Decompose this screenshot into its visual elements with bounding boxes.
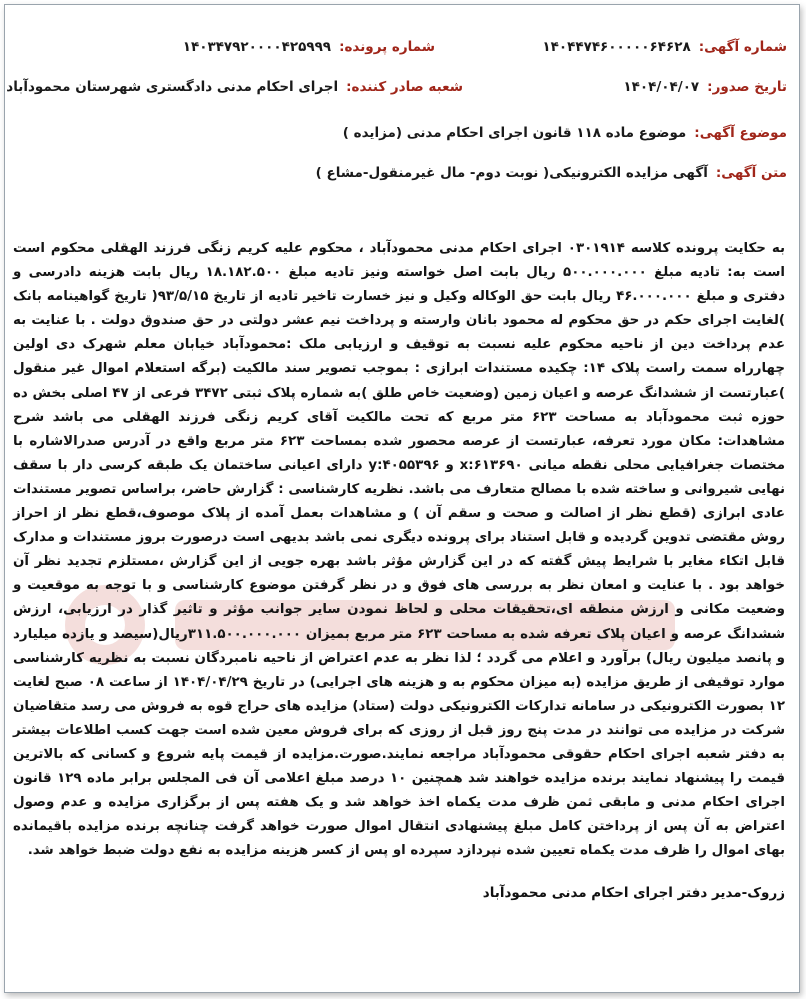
text-label: متن آگهی: — [715, 165, 787, 181]
ad-number-row — [542, 39, 787, 55]
subject-label: موضوع آگهی: — [694, 125, 787, 141]
issuing-branch-label: شعبه صادر کننده: — [346, 79, 463, 95]
file-number-row — [183, 39, 435, 55]
issuing-branch-row — [6, 79, 463, 95]
ad-number-value: ۱۴۰۴۴۷۴۶۰۰۰۰۰۶۴۶۲۸ — [542, 39, 691, 55]
text-title-row — [316, 165, 787, 181]
notice-frame — [4, 4, 800, 993]
issue-date-row — [623, 79, 787, 95]
signature: زروک-مدیر دفتر اجرای احکام مدنی محمودآباد — [482, 885, 785, 901]
issue-date-value: ۱۴۰۴/۰۴/۰۷ — [623, 79, 700, 95]
issuing-branch-value: اجرای احکام مدنی دادگستری شهرستان محمودآباد — [6, 79, 339, 95]
subject-value: موضوع ماده ۱۱۸ قانون اجرای احکام مدنی (مزایده ) — [342, 125, 687, 141]
file-number-value: ۱۴۰۳۴۷۹۲۰۰۰۰۴۲۵۹۹۹ — [182, 39, 332, 55]
notice-body-paragraph: به حکایت پرونده کلاسه ۰۳۰۱۹۱۴ اجرای احکام مدنی محمودآباد ، محکوم علیه کریم زنگی فرزند الهقلی محکوم است است به: تادیه مبلغ ۵۰۰.۰۰۰.۰۰۰ ریال بابت اصل خواسته ونیز تادیه مبلغ ۱۸.۱۸۲.۵۰۰ ریال بابت هزینه دادرسی و دفتری و مبلغ ۴۶.۰۰۰.۰۰۰ ریال بابت حق الوکاله وکیل و نیز خسارت تاخیر تادیه از تاریخ ۹۳/۵/۱۵( تاریخ گواهینامه بانک )لغایت اجرای حکم در حق محکوم له محمود بانان وارسته و پرداخت نیم عشر دولتی در حق صندوق دولت . با عنایت به عدم پرداخت دین از ناحیه محکوم علیه نسبت به توقیف و ارزیابی ملک :محمودآباد خیابان معلم شهرک دی اولین چهارراه سمت راست پلاک ۱۴: چکیده مستندات ابرازی : بموجب تصویر سند مالکیت (برگه استعلام اموال غیر منقول )عبارتست از ششدانگ عرصه و اعیان زمین (وضعیت خاص طلق )به شماره پلاک ثبتی ۳۴۷۲ فرعی از ۴۷ اصلی بخش ده حوزه ثبت محمودآباد به مساحت ۶۲۳ متر مربع که تحت مالکیت آقای کریم زنگی فرزند الهقلی می باشد شرح مشاهدات: مکان مورد تعرفه، عبارتست از عرصه محصور شده بمساحت ۶۲۳ متر مربع واقع در آدرس صدرالاشاره با مختصات جغرافیایی محلی نقطه میانی x:۶۱۳۶۹۰ و y:۴۰۵۵۳۹۶ دارای اعیانی ساختمان یک طبقه کرسی دار با سقف نهایی شیروانی و ساخته شده با مصالح متعارف می باشد. نظریه کارشناسی : گزارش حاضر، براساس تصویر مستندات عادی ابرازی (قطع نظر از اصالت و صحت و سقم آن ) و مشاهدات بعمل آمده از پلاک موصوف،قطع نظر از احراز روش مقتضی تدوین گردیده و قابل استناد برای پرونده دیگری نمی باشد بدیهی است درصورت بروز مستندات و مدارک قابل اتکاء مغایر با شرایط پیش گفته که در این گزارش مؤثر باشد بهره جویی از این گزارش ،مستلزم تجدید نظر آن خواهد بود . با عنایت و امعان نظر به بررسی های فوق و در نظر گرفتن موضوع کارشناسی و با توجه به موقعیت و وضعیت مکانی و ارزش منطقه ای،تحقیقات محلی و لحاظ نمودن سایر جوانب مؤثر و تاثیر گذار در ارزیابی، ارزش ششدانگ عرصه و اعیان پلاک تعرفه شده به مساحت ۶۲۳ متر مربع بمیزان ۳۱۱.۵۰۰.۰۰۰.۰۰۰ریال(سیصد و یازده میلیارد و پانصد میلیون ریال) برآورد و اعلام می گردد ؛ لذا نظر به عدم اعتراض از ناحیه نامبردگان نسبت به نظریه کارشناسی موارد توقیفی از طریق مزایده (به میزان محکوم به و هزینه های اجرایی) در تاریخ ۱۴۰۴/۰۴/۲۹ از ساعت ۰۸ صبح لغایت ۱۲ بصورت الکترونیکی در سامانه تدارکات الکترونیکی دولت (ستاد) مزایده های حراج قوه به فروش می رسد متقاضیان شرکت در مزایده می توانند در مدت پنج روز قبل از روزی که برای فروش معین شده است جهت کسب اطلاعات بیشتر به دفتر شعبه اجرای احکام حقوقی محمودآباد مراجعه نمایند.صورت.مزایده از قیمت پایه شروع و کسانی که بالاترین قیمت را پیشنهاد نمایند برنده مزایده خواهند شد همچنین ۱۰ درصد مبلغ اعلامی آن فی المجلس برابر ماده ۱۲۹ قانون اجرای احکام مدنی و مابقی ثمن ظرف مدت یکماه اخذ خواهد شد و یک هفته پس از برگزاری مزایده و عدم وصول اعتراض به آن پس از پرداختن کامل مبلغ پیشنهادی انتقال اموال صورت خواهد گرفت چنانچه برنده مزایده باقیمانده بهای اموال را ظرف مدت یکماه تعیین شده نپردازد سپرده او پس از کسر هزینه مزایده به نفع دولت ضبط خواهد شد. — [13, 241, 786, 859]
file-number-label: شماره پرونده: — [339, 39, 435, 55]
ad-number-label: شماره آگهی: — [698, 39, 787, 55]
text-title: آگهی مزایده الکترونیکی( نوبت دوم- مال غیرمنقول-مشاع ) — [315, 165, 708, 181]
issue-date-label: تاریخ صدور: — [707, 79, 787, 95]
subject-row — [343, 125, 787, 141]
